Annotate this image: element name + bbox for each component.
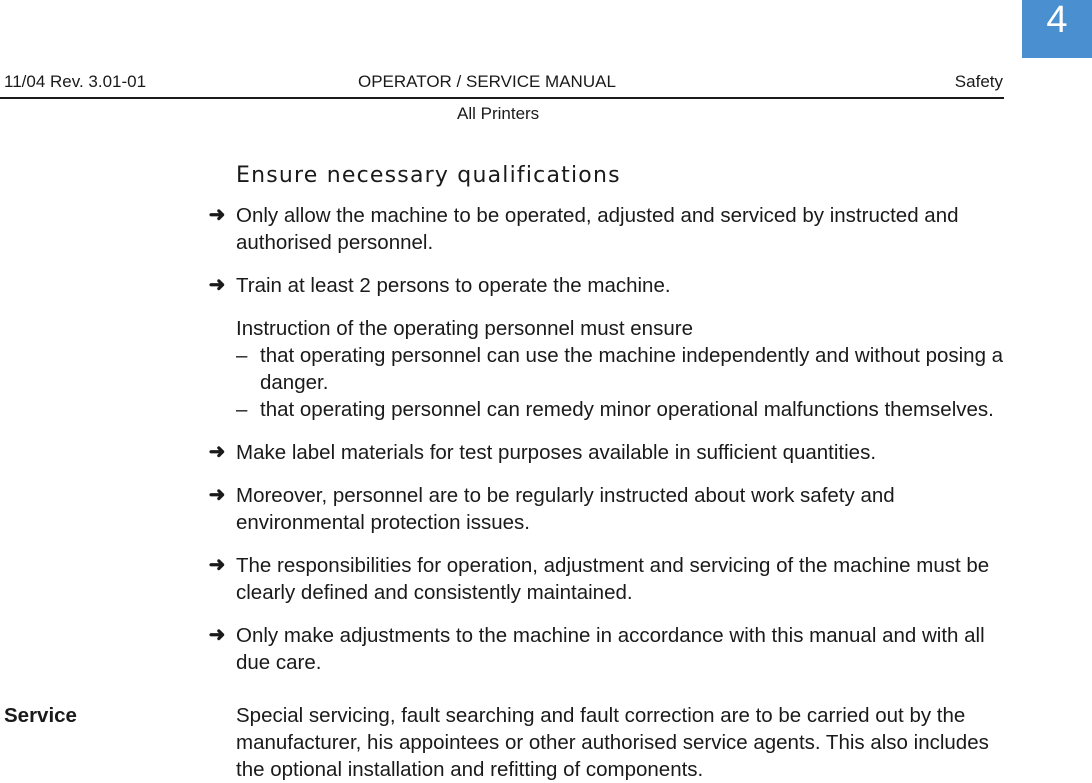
header-chapter-name: Safety xyxy=(954,72,1003,91)
dash-item xyxy=(236,396,1008,423)
list-item-text: Moreover, personnel are to be regularly instructed about work safety and environmental protection issues. xyxy=(236,484,895,534)
header-rule xyxy=(0,97,1004,99)
chapter-tab: 4 xyxy=(1022,0,1092,58)
arrow-icon: ➜ xyxy=(208,554,226,576)
list-item xyxy=(208,622,1008,676)
service-text: Special servicing, fault searching and fault correction are to be carried out by the manufacturer, his appointees or other authorised service agents. This also includes the optional installation and refitting of components. xyxy=(236,704,989,781)
dash-icon: – xyxy=(236,398,248,421)
list-item-text: The responsibilities for operation, adjustment and servicing of the machine must be clearly defined and consistently maintained. xyxy=(236,554,990,604)
header-revision: 11/04 Rev. 3.01-01 xyxy=(4,72,147,91)
list-item xyxy=(208,202,1008,256)
dash-item xyxy=(236,342,1008,396)
list-item xyxy=(208,552,1008,606)
arrow-icon: ➜ xyxy=(208,624,226,646)
list-item xyxy=(208,482,1008,536)
list-item xyxy=(208,272,1008,299)
list-item-text: Only allow the machine to be operated, adjusted and serviced by instructed and authorised personnel. xyxy=(236,204,959,254)
section-title: Ensure necessary qualifications xyxy=(236,163,621,188)
list-item-text: Train at least 2 persons to operate the machine. xyxy=(236,274,671,297)
dash-item-text: that operating personnel can remedy minor operational malfunctions themselves. xyxy=(260,398,994,421)
arrow-icon: ➜ xyxy=(208,484,226,506)
dash-item-text: that operating personnel can use the machine independently and without posing a danger. xyxy=(260,344,1004,394)
list-item xyxy=(208,439,1008,466)
header-subtitle: All Printers xyxy=(457,104,540,123)
arrow-icon: ➜ xyxy=(208,204,226,226)
header-manual-title: OPERATOR / SERVICE MANUAL xyxy=(358,72,616,91)
list-item-text: Make label materials for test purposes available in sufficient quantities. xyxy=(236,441,877,464)
instruction-intro: Instruction of the operating personnel must ensure xyxy=(236,317,693,340)
service-label: Service xyxy=(4,704,77,727)
dash-icon: – xyxy=(236,344,248,367)
list-item-text: Only make adjustments to the machine in accordance with this manual and with all due care. xyxy=(236,624,985,674)
arrow-icon: ➜ xyxy=(208,274,226,296)
section-content xyxy=(208,202,1008,692)
instruction-block xyxy=(236,315,1008,423)
arrow-icon: ➜ xyxy=(208,441,226,463)
